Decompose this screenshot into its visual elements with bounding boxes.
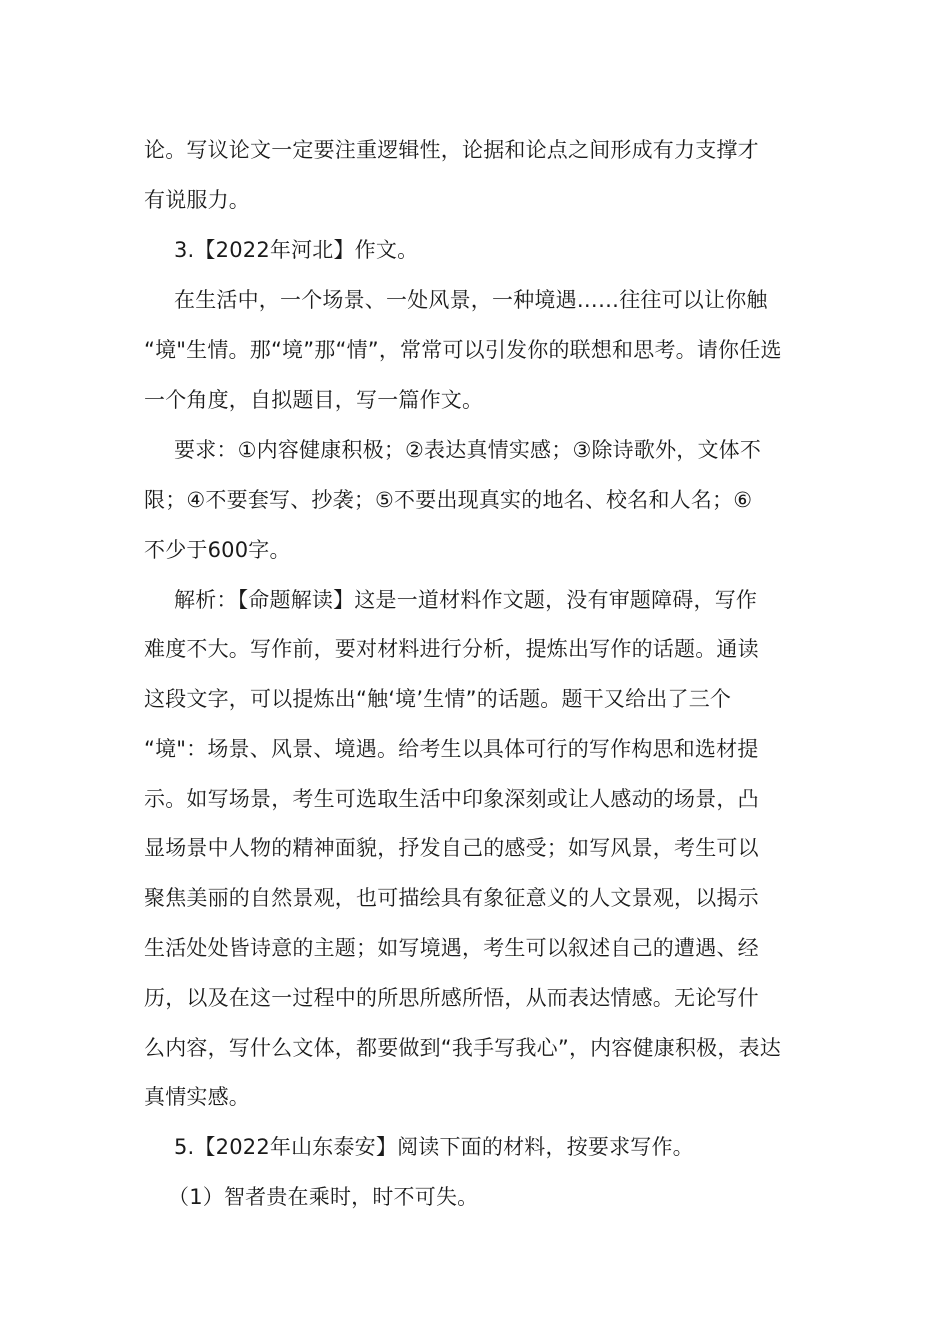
- paragraph-line: 不少于600字。: [144, 538, 291, 562]
- paragraph-line: 真情实感。: [144, 1085, 250, 1109]
- paragraph-line: “境"：场景、风景、境遇。给考生以具体可行的写作构思和选材提: [144, 737, 759, 761]
- question-heading: 3.【2022年河北】作文。: [174, 238, 419, 262]
- question-heading: 5.【2022年山东泰安】阅读下面的材料，按要求写作。: [174, 1135, 694, 1159]
- paragraph-line: 有说服力。: [144, 188, 250, 212]
- paragraph-line: 聚焦美丽的自然景观，也可描绘具有象征意义的人文景观，以揭示: [144, 886, 759, 910]
- paragraph-line: 么内容，写什么文体，都要做到“我手写我心”，内容健康积极，表达: [144, 1036, 781, 1060]
- paragraph-line: 生活处处皆诗意的主题；如写境遇，考生可以叙述自己的遭遇、经: [144, 936, 759, 960]
- paragraph-line: 论。写议论文一定要注重逻辑性，论据和论点之间形成有力支撑才: [144, 138, 759, 162]
- paragraph-line: 限；④不要套写、抄袭；⑤不要出现真实的地名、校名和人名；⑥: [144, 488, 753, 512]
- paragraph-line: 要求：①内容健康积极；②表达真情实感；③除诗歌外，文体不: [174, 438, 762, 462]
- paragraph-line: 显场景中人物的精神面貌，抒发自己的感受；如写风景，考生可以: [144, 836, 759, 860]
- paragraph-line: 示。如写场景，考生可选取生活中印象深刻或让人感动的场景，凸: [144, 787, 759, 811]
- paragraph-line: 这段文字，可以提炼出“触‘境’生情”的话题。题干又给出了三个: [144, 687, 732, 711]
- paragraph-line: 一个角度，自拟题目，写一篇作文。: [144, 388, 484, 412]
- list-item: （1）智者贵在乘时，时不可失。: [168, 1185, 479, 1209]
- paragraph-line: 难度不大。写作前，要对材料进行分析，提炼出写作的话题。通读: [144, 637, 759, 661]
- paragraph-line: 解析：【命题解读】这是一道材料作文题，没有审题障碍，写作: [174, 588, 758, 612]
- paragraph-line: 历，以及在这一过程中的所思所感所悟，从而表达情感。无论写什: [144, 986, 759, 1010]
- paragraph-line: 在生活中，一个场景、一处风景，一种境遇……往往可以让你触: [174, 288, 768, 312]
- paragraph-line: “境"生情。那“境”那“情”，常常可以引发你的联想和思考。请你任选: [144, 338, 782, 362]
